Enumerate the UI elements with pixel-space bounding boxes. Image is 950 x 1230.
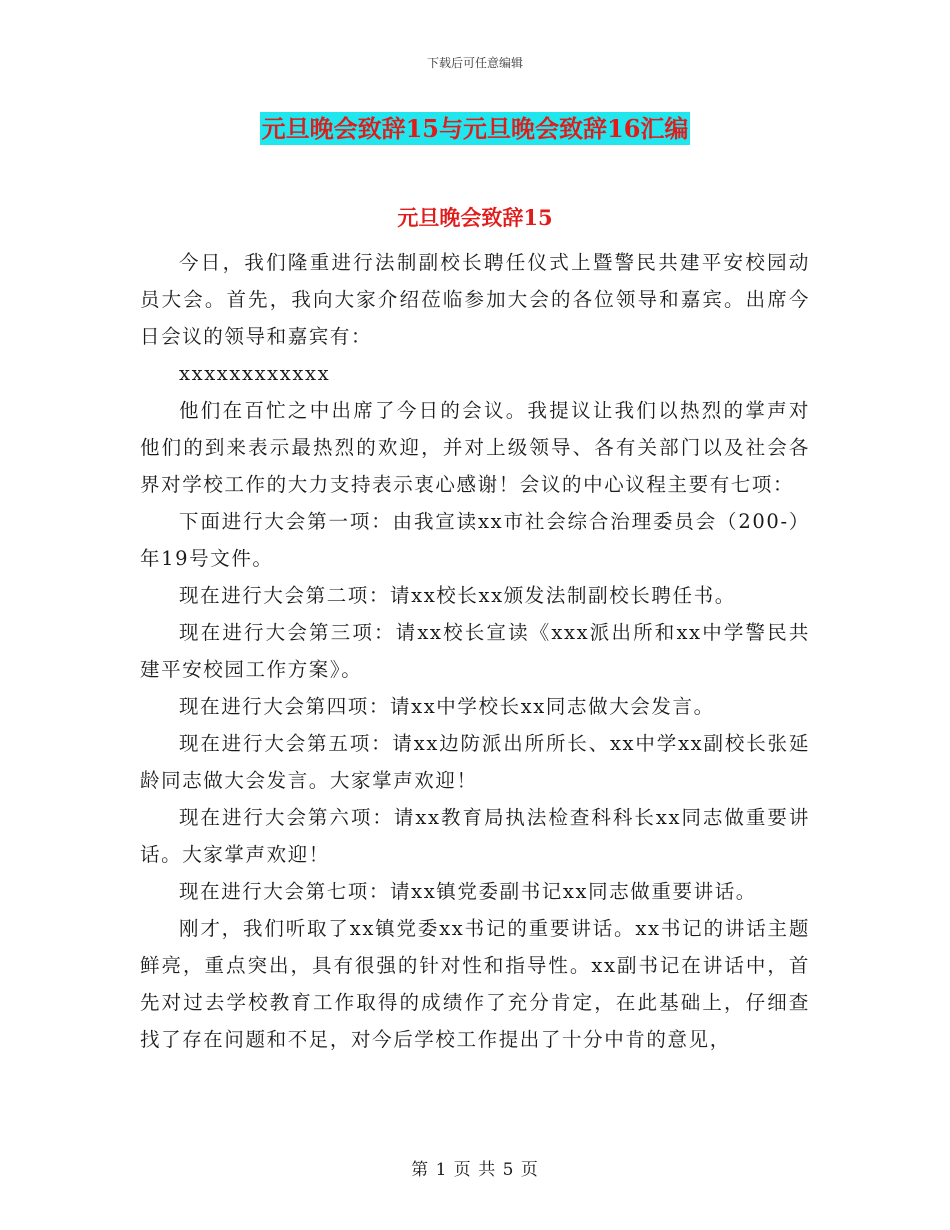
document-body (140, 244, 810, 1058)
paragraph: 下面进行大会第一项：由我宣读xx市社会综合治理委员会（200-）年19号文件。 (140, 510, 810, 570)
page-number: 第 1 页 共 5 页 (411, 1160, 539, 1180)
section-title: 元旦晚会致辞15 (397, 205, 553, 230)
paragraph: 他们在百忙之中出席了今日的会议。我提议让我们以热烈的掌声对他们的到来表示最热烈的欢迎，并对上级领导、各有关部门以及社会各界对学校工作的大力支持表示衷心感谢！会议的中心议程主要有七项： (140, 399, 810, 496)
paragraph: 刚才，我们听取了xx镇党委xx书记的重要讲话。xx书记的讲话主题鲜亮，重点突出，具有很强的针对性和指导性。xx副书记在讲话中，首先对过去学校教育工作取得的成绩作了充分肯定，在此基础上，仔细查找了存在问题和不足，对今后学校工作提出了十分中肯的意见， (140, 917, 810, 1051)
paragraph: 现在进行大会第三项：请xx校长宣读《xxx派出所和xx中学警民共建平安校园工作方案》。 (140, 621, 810, 681)
paragraph: xxxxxxxxxxxx (179, 362, 331, 385)
document-title-text: 元旦晚会致辞15与元旦晚会致辞16汇编 (261, 114, 689, 143)
paragraph: 现在进行大会第五项：请xx边防派出所所长、xx中学xx副校长张延龄同志做大会发言。大家掌声欢迎！ (140, 732, 810, 792)
paragraph: 现在进行大会第六项：请xx教育局执法检查科科长xx同志做重要讲话。大家掌声欢迎！ (140, 806, 810, 866)
page-header-note: 下载后可任意编辑 (426, 56, 523, 70)
paragraph: 今日，我们隆重进行法制副校长聘任仪式上暨警民共建平安校园动员大会。首先，我向大家介绍莅临参加大会的各位领导和嘉宾。出席今日会议的领导和嘉宾有： (140, 251, 810, 348)
document-title (0, 112, 950, 146)
paragraph: 现在进行大会第二项：请xx校长xx颁发法制副校长聘任书。 (179, 584, 736, 607)
paragraph: 现在进行大会第四项：请xx中学校长xx同志做大会发言。 (179, 695, 715, 718)
paragraph: 现在进行大会第七项：请xx镇党委副书记xx同志做重要讲话。 (179, 880, 757, 903)
